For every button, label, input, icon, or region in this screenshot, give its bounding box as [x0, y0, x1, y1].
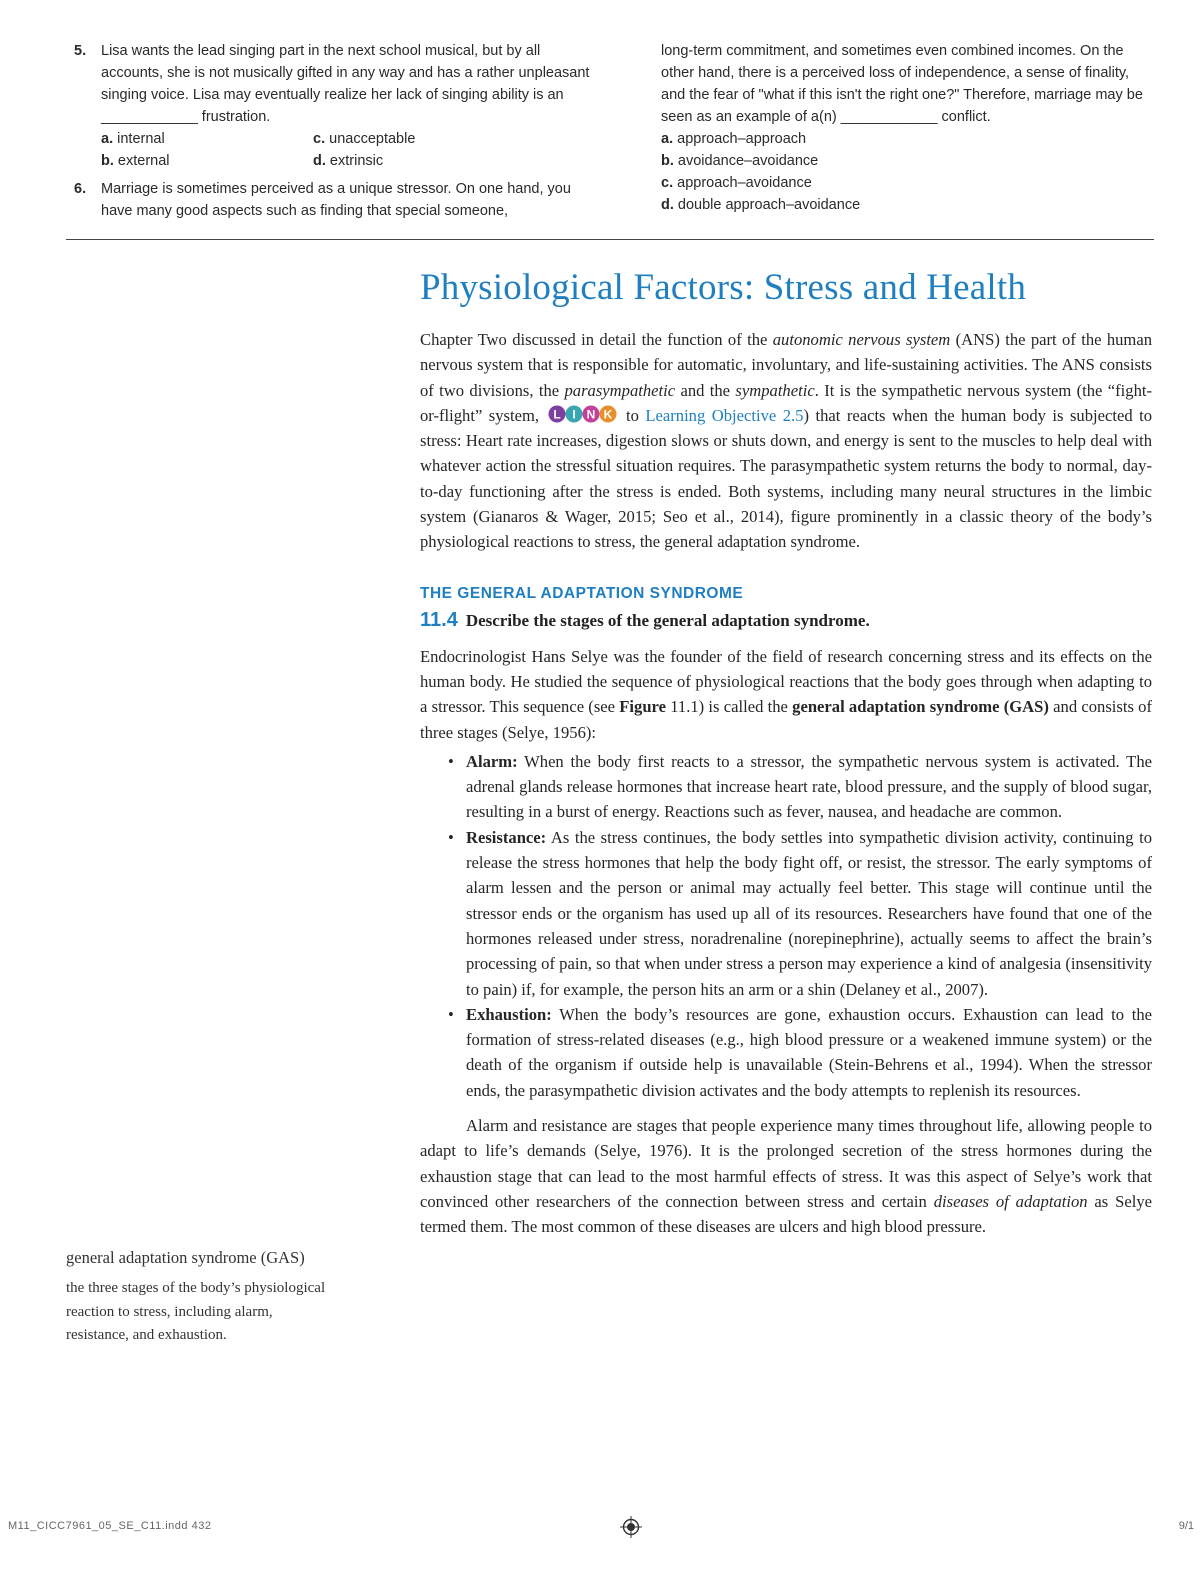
- link-badge-icon[interactable]: [548, 404, 618, 424]
- stage-resistance: • Resistance: As the stress continues, the body settles into sympathetic division activity, continuing to release the stress hormones that help the body fight off, or resist, the stressor. The early symptoms of alarm lessen and the person or animal may actually feel better. This stage will continue until the stressor ends or the organism has used up all of its resources. Researchers have found that one of the hormones released under stress, noradrenaline (norepinephrine), actually seems to affect the brain’s processing of pain, so that when under stress a person may experience a kind of analgesia (insensitivity to pain) if, for example, the person hits an arm or a shin (Delaney et al., 2007).: [448, 825, 1152, 1002]
- question-text: Lisa wants the lead singing part in the next school musical, but by all accounts, she is not musically gifted in any way and has a rather unpleasant singing voice. Lisa may eventually realize her lack of singing ability is an ____________ frustration.: [101, 43, 590, 125]
- stages-list: [420, 749, 1152, 1103]
- quiz-right-column: [661, 40, 1156, 216]
- svg-text:I: I: [571, 407, 576, 422]
- margin-glossary: [66, 1246, 336, 1348]
- gas-paragraph: Endocrinologist Hans Selye was the founder of the field of research concerning stress and its effects on the human body. He studied the sequence of physiological reactions that the body goes through when adapting to a stressor. This sequence (see Figure 11.1) is called the general adaptation syndrome (GAS) and consists of three stages (Selye, 1956):: [420, 646, 1152, 742]
- option-a: a. approach–approach: [661, 131, 807, 147]
- option-a: a. internal: [101, 131, 165, 147]
- key-term: general adaptation syndrome (GAS): [792, 697, 1049, 717]
- answer-options: [101, 128, 594, 172]
- stage-alarm: • Alarm: When the body first reacts to a stressor, the sympathetic nervous system is activated. The adrenal glands release hormones that increase heart rate, blood pressure, and the supply of blood sugar, resulting in a burst of energy. Reactions such as fever, nausea, and headache are common.: [448, 749, 1152, 825]
- option-c: c. approach–avoidance: [661, 175, 812, 191]
- learning-objective: [420, 609, 1152, 632]
- registration-mark-icon: [620, 1516, 642, 1538]
- question-number: 6.: [74, 181, 87, 197]
- closing-paragraph: Alarm and resistance are stages that people experience many times throughout life, allowing people to adapt to life’s demands (Selye, 1976). It is the prolonged secretion of the stress hormones during the exhaustion stage that can lead to the most harmful effects of stress. It was this aspect of Selye’s work that convinced other researchers of the connection between stress and certain diseases of adaptation as Selye termed them. The most common of these diseases are ulcers and high blood pressure.: [420, 1116, 1152, 1237]
- objective-text: Describe the stages of the general adaptation syndrome.: [465, 610, 870, 630]
- footer-file-info: M11_CICC7961_05_SE_C11.indd 432: [8, 1520, 212, 1532]
- glossary-definition: the three stages of the body’s physiological reaction to stress, including alarm, resistance, and exhaustion.: [66, 1280, 326, 1343]
- option-d: d. double approach–avoidance: [661, 197, 861, 213]
- section-divider: [66, 239, 1154, 240]
- objective-number: 11.4: [420, 608, 458, 631]
- subheading: THE GENERAL ADAPTATION SYNDROME: [420, 584, 744, 602]
- option-d: d. extrinsic: [313, 153, 384, 169]
- glossary-term: general adaptation syndrome (GAS): [66, 1248, 305, 1267]
- figure-reference: Figure: [619, 697, 666, 717]
- learning-objective-link[interactable]: Learning Objective 2.5: [645, 405, 804, 425]
- quiz-question-6: [74, 178, 594, 222]
- section-title: Physiological Factors: Stress and Health: [420, 267, 1027, 308]
- quiz-question-5: [74, 40, 594, 172]
- question-text-continued: long-term commitment, and sometimes even combined incomes. On the other hand, there is a perceived loss of independence, a sense of finality, and the fear of "what if this isn't the right one?" Therefore, marriage may be seen as an example of a(n) ____________ conflict.: [661, 43, 1143, 125]
- question-text: Marriage is sometimes perceived as a unique stressor. On one hand, you have many good aspects such as finding that special someone,: [101, 181, 571, 219]
- quiz-left-column: [74, 40, 594, 228]
- svg-text:L: L: [552, 407, 561, 422]
- option-b: b. external: [101, 153, 170, 169]
- option-c: c. unacceptable: [313, 131, 416, 147]
- footer-date: 9/1: [1178, 1520, 1194, 1532]
- svg-text:K: K: [603, 407, 612, 422]
- main-content: [420, 262, 1152, 1240]
- intro-paragraph: Chapter Two discussed in detail the function of the autonomic nervous system (ANS) the part of the human nervous system that is responsible for automatic, involuntary, and life-sustaining activities. The ANS consists of two divisions, the parasympathetic and the sympathetic. It is the sympathetic nervous system (the “fight-or-flight” system, L I N K to Learning Objective 2.5) that reacts when the human body is subjected to stress: Heart rate increases, digestion slows or shuts down, and energy is sent to the muscles to help deal with whatever action the stressful situation requires. The parasympathetic system returns the body to normal, day-to-day functioning after the stress is ended. Both systems, including many neural structures in the limbic system (Gianaros & Wager, 2015; Seo et al., 2014), figure prominently in a classic theory of the body’s physiological reactions to stress, the general adaptation syndrome.: [420, 330, 1153, 552]
- option-b: b. avoidance–avoidance: [661, 153, 819, 169]
- svg-text:N: N: [586, 407, 595, 422]
- answer-options: [661, 128, 1156, 216]
- stage-exhaustion: • Exhaustion: When the body’s resources are gone, exhaustion occurs. Exhaustion can lead to the formation of stress-related diseases (e.g., high blood pressure or a weakened immune system) or the death of the organism if outside help is unavailable (Stein-Behrens et al., 1994). When the stressor ends, the parasympathetic division activates and the body attempts to replenish its resources.: [448, 1002, 1152, 1103]
- question-number: 5.: [74, 43, 87, 59]
